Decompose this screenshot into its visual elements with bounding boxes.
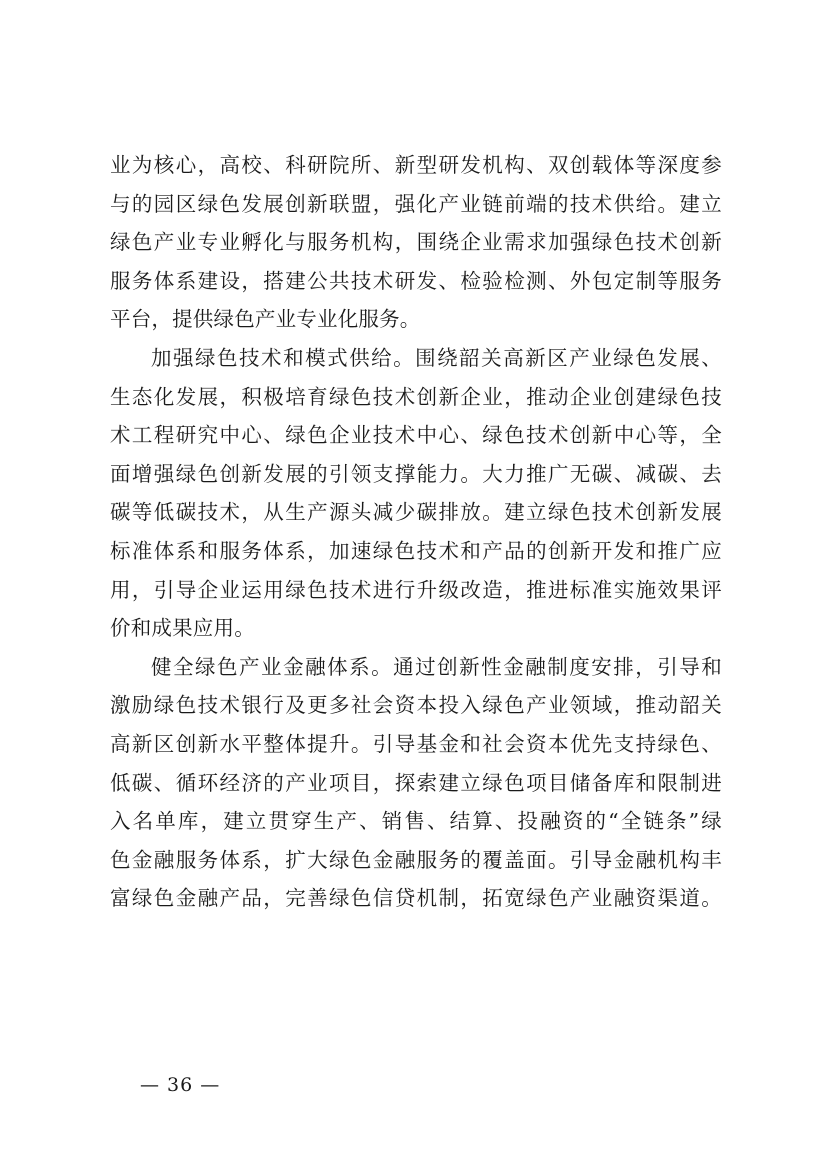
- text-line: 服务体系建设，搭建公共技术研发、检验检测、外包定制等服务: [110, 268, 722, 293]
- paragraph-heading-line: 健全绿色产业金融体系。通过创新性金融制度安排，引导和: [151, 654, 722, 679]
- body-text: [110, 146, 722, 918]
- text-line: 平台，提供绿色产业专业化服务。: [110, 307, 421, 332]
- text-line: 高新区创新水平整体提升。引导基金和社会资本优先支持绿色、: [110, 731, 722, 756]
- paragraph-heading-line: 加强绿色技术和模式供给。围绕韶关高新区产业绿色发展、: [151, 345, 722, 370]
- text-line: 面增强绿色创新发展的引领支撑能力。大力推广无碳、减碳、去: [110, 461, 722, 486]
- page-number: — 36 —: [140, 1074, 221, 1096]
- text-line: 术工程研究中心、绿色企业技术中心、绿色技术创新中心等，全: [110, 423, 722, 448]
- text-line: 标准体系和服务体系，加速绿色技术和产品的创新开发和推广应: [110, 538, 722, 563]
- text-line: 富绿色金融产品，完善绿色信贷机制，拓宽绿色产业融资渠道。: [110, 886, 722, 911]
- text-line: 用，引导企业运用绿色技术进行升级改造，推进标准实施效果评: [110, 577, 722, 602]
- text-line: 价和成果应用。: [110, 616, 255, 641]
- text-line: 碳等低碳技术，从生产源头减少碳排放。建立绿色技术创新发展: [110, 500, 722, 525]
- text-line: 入名单库，建立贯穿生产、销售、结算、投融资的“全链条”绿: [110, 809, 722, 834]
- text-line: 低碳、循环经济的产业项目，探索建立绿色项目储备库和限制进: [110, 770, 722, 795]
- text-line: 绿色产业专业孵化与服务机构，围绕企业需求加强绿色技术创新: [110, 230, 722, 255]
- text-line: 生态化发展，积极培育绿色技术创新企业，推动企业创建绿色技: [110, 384, 722, 409]
- text-line: 业为核心，高校、科研院所、新型研发机构、双创载体等深度参: [110, 153, 722, 177]
- text-line: 激励绿色技术银行及更多社会资本投入绿色产业领域，推动韶关: [110, 693, 722, 718]
- text-line: 与的园区绿色发展创新联盟，强化产业链前端的技术供给。建立: [110, 191, 722, 216]
- text-line: 色金融服务体系，扩大绿色金融服务的覆盖面。引导金融机构丰: [110, 847, 722, 872]
